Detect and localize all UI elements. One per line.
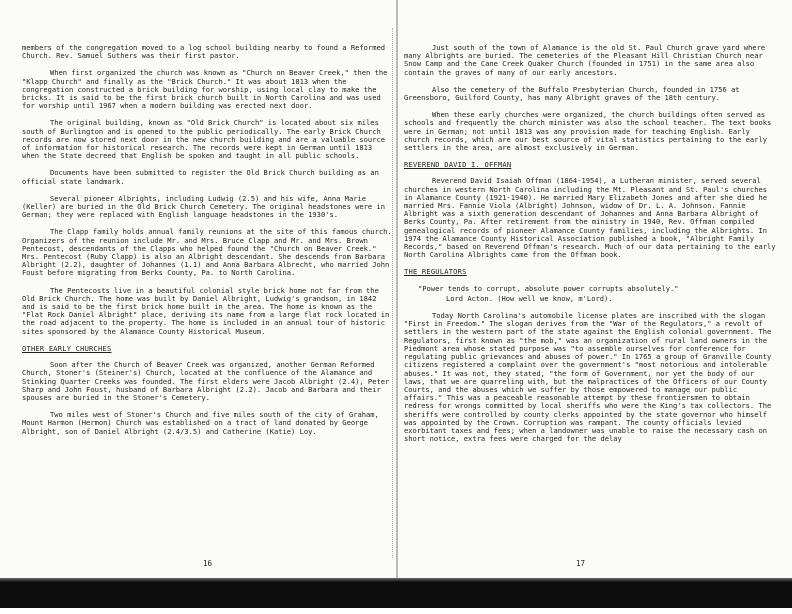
scanner-shadow-edge [0,578,792,582]
section-heading: THE REGULATORS [404,267,467,277]
left-page-number: 16 [203,559,213,568]
right-page-number: 17 [576,559,586,568]
paragraph: When first organized the church was known as "Church on Beaver Creek," then the "Klapp Church" and finally as the "Brick Church." It was about 1813 when the congregation constructed a brick building for worship, using local clay to make the bricks. It is said to be the first brick church built in North Carolina and was used for worship until 1967 when a modern building was erected next door. [22,68,388,111]
scanner-shadow-band [0,578,792,608]
section-heading: REVEREND DAVID I. OFFMAN [404,160,512,170]
paragraph: The Clapp family holds annual family reunions at the site of this famous church. Organizers of the reunion include Mr. and Mrs. Bruce Clapp and Mr. and Mrs. Brown Pentecost, descendants of the Clapps who helped found the "Church on Beaver Creek." Mrs. Pentecost (Ruby Clapp) is also an Albright descendant. She descends from Barbara Albright (2.2), daughter of Johannes (1.1) and Anna Barbara Albrecht, who married John Foust before migrating from Berks County, Pa. to North Carolina. [22,227,392,278]
paragraph: Just south of the town of Alamance is the old St. Paul Church grave yard where many Albrights are buried. The cemeteries of the Pleasant Hill Christian Church near Snow Camp and the Cane Creek Quaker Church (founded in 1751) in the same area also contain the graves of many of our early ancestors. [404,43,766,77]
paragraph: Documents have been submitted to register the Old Brick Church building as an official state landmark. [22,168,379,186]
page-gutter [396,0,398,580]
paragraph: The original building, known as "Old Brick Church" is located about six miles south of Burlington and is opened to the public periodically. The early Brick Church records are now stored next door in the new church building and are a valuable source of information for historical research. The records were kept in German until 1813 when the State decreed that English be spoken and taught in all public schools. [22,118,386,161]
paragraph: Several pioneer Albrights, including Ludwig (2.5) and his wife, Anna Marie (Keller) are buried in the Old Brick Church Cemetery. The original headstones were in German; they were replaced with English language headstones in the 1930's. [22,193,386,220]
paragraph: The Pentecosts live in a beautiful colonial style brick home not far from the Old Brick Church. The home was built by Daniel Albright, Ludwig's grandson, in 1842 and is said to be the first brick home built in the area. The home is known as the "Flat Rock Daniel Albright" place, deriving its name from a large flat rock located in the road adjacent to the property. The home is included in an annual tour of historic sites sponsored by the Alamance County Historical Museum. [22,285,390,336]
paragraph: When these early churches were organized, the church buildings often served as schools and frequently the church minister was also the school teacher. The text books were in German; not until 1813 was any provision made for teaching English. Early church records, which are our best source of vital statistics pertaining to the early settlers in the area, are almost exclusively in German. [404,110,772,153]
paragraph: members of the congregation moved to a log school building nearby to found a Reformed Church. Rev. Samuel Suthers was their first pastor. [22,43,386,61]
paragraph: Also the cemetery of the Buffalo Presbyterian Church, founded in 1756 at Greensboro, Guilford County, has many Albright graves of the 18th century. [404,84,740,103]
right-page [404,0,776,614]
paragraph: Today North Carolina's automobile license plates are inscribed with the slogan "First in Freedom." The slogan derives from the "War of the Regulators," a revolt of settlers in the western part of the state against the English colonial government. The Regulators, first known as "the mob," was an organization of rural land owners in the Piedmont area whose stated purpose was "to assemble ourselves for conference for regulating public grievances and abuses of power." In 1765 a group of Granville County citizens registered a complaint over the government's "most notorious and intolerable abuses." It was not, they stated, "the form of Government, nor yet the body of our laws, that we are quarreling with, but the malpractices of the Officers of our County Courts, and the abuses which we suffer by those empowered to manage our public affairs." This was a peaceable reasonable attempt by these frontiersmen to obtain redress for wrongs committed by local sheriffs who were the King's tax collectors. The sheriffs were controlled by county clerks appointed by the state governor who himself was appointed by the Crown. Corruption was rampant. The county officials levied exorbitant taxes and fees; when a landowner was unable to raise the necessary cash on short notice, extra fees were charged for the delay [404,311,772,444]
gutter-dotted-line [392,28,394,558]
paragraph: Reverend David Isaiah Offman (1864-1954), a Lutheran minister, served several churches in western North Carolina including the Mt. Pleasant and St. Paul's churches in Alamance County (1921-1940). He married Mary Elizabeth Jones and after she died he married Mrs. Fannie Viola (Albright) Johnson, widow of Dr. L. A. Johnson. Fannie Albright was a sixth generation descendant of Johannes and Anna Barbara Albright of Berks County, Pa. After retirement from the ministry in 1940, Rev. Offman compiled genealogical records of pioneer Alamance County families, including the Albrights. In 1974 the Alamance County Historical Association published a book, "Albright Family Records," based on Reverend Offman's research. Much of our data pertaining to the early North Carolina Albrights came from the Offman book. [404,176,776,260]
paragraph: Two miles west of Stoner's Church and five miles south of the city of Graham, Mount Harmon (Hermon) Church was established on a tract of land donated by George Albright, son of Daniel Albright (2.4/3.5) and Catherine (Katie) Loy. [22,410,379,436]
epigraph-quote: "Power tends to corrupt, absolute power corrupts absolutely." [418,283,679,293]
section-heading: OTHER EARLY CHURCHES [22,343,112,353]
paragraph: Soon after the Church of Beaver Creek was organized, another German Reformed Church, Stoner's (Steiner's) Church, located at the confluence of the Alamance and Stinking Quarter Creeks was founded. The first elders were Jacob Albright (2.4), Peter Sharp and John Foust, husband of Barbara Albright (2.2). Jacob and Barbara and their spouses are buried in the Stoner's Cemetery. [22,360,390,402]
epigraph-attribution: Lord Acton. (How well we know, m'Lord). [446,293,613,303]
left-page [22,0,392,614]
